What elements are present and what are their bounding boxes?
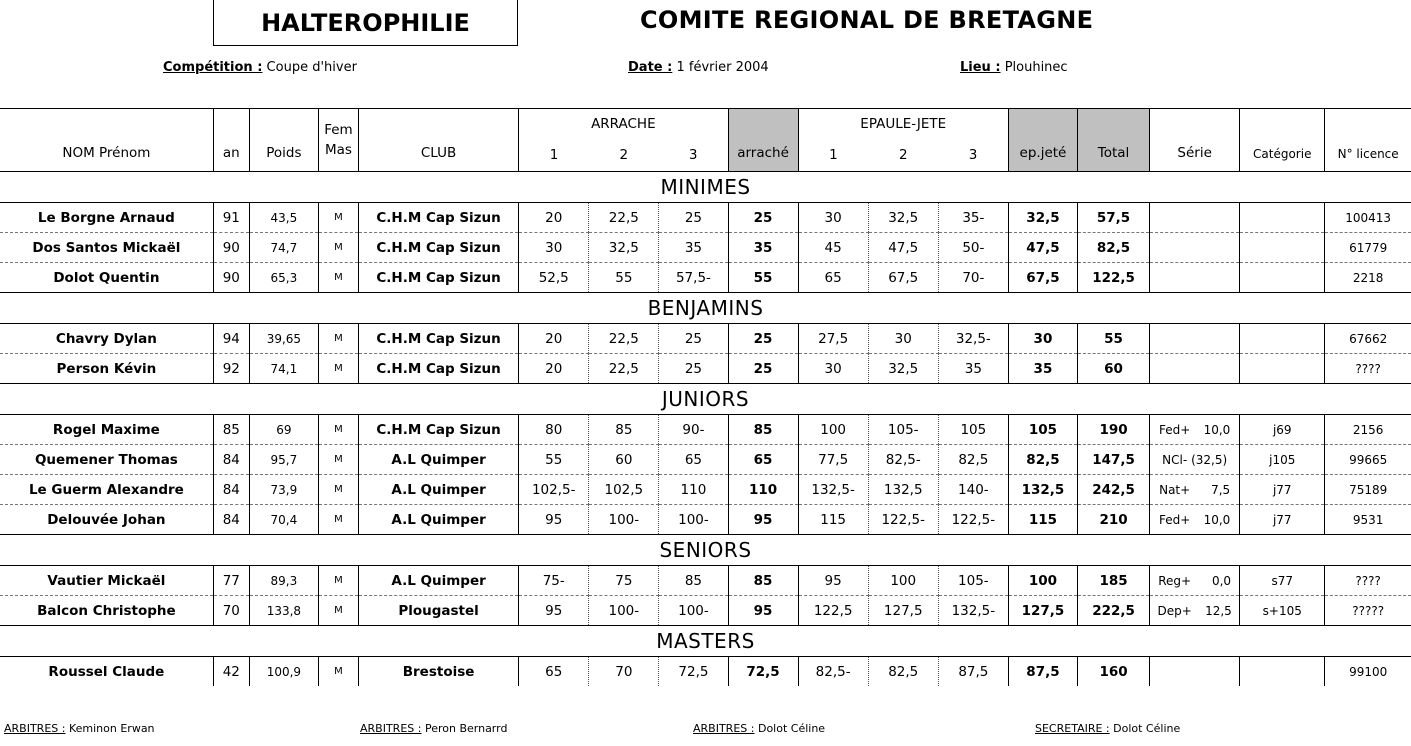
cell-ab: 72,5	[728, 657, 798, 687]
cell-club: A.L Quimper	[358, 475, 518, 505]
cell-name: Person Kévin	[0, 354, 213, 384]
cell-sex: M	[318, 263, 358, 293]
athlete-row	[0, 354, 1411, 384]
cell-lic: 99100	[1349, 664, 1388, 679]
cell-cat: j77	[1240, 475, 1325, 505]
cell-e3: 140-	[938, 475, 1008, 505]
cell-e3: 82,5	[938, 445, 1008, 475]
cell-ab: 85	[728, 415, 798, 445]
cell-club: Plougastel	[358, 596, 518, 626]
cell-serie	[1150, 233, 1240, 263]
competition-value: Coupe d'hiver	[266, 60, 357, 75]
athlete-row	[0, 475, 1411, 505]
cell-e2: 82,5-	[868, 445, 938, 475]
cell-a2: 100-	[589, 596, 659, 626]
cell-e2: 32,5	[868, 203, 938, 233]
cell-lic: 61779	[1325, 233, 1411, 263]
cell-e2: 100	[868, 566, 938, 596]
cell-serie	[1150, 263, 1240, 293]
col-epaule: EPAULE-JETE	[798, 109, 1008, 139]
cell-cat	[1240, 233, 1325, 263]
cell-an: 84	[213, 445, 249, 475]
cell-eb: 67,5	[1008, 263, 1077, 293]
cell-eb: 100	[1008, 566, 1077, 596]
category-title: JUNIORS	[0, 384, 1411, 415]
cell-e3: 105-	[938, 566, 1008, 596]
cell-club: A.L Quimper	[358, 566, 518, 596]
cell-e3: 122,5-	[938, 505, 1008, 535]
footer-official	[4, 722, 155, 735]
cell-name: Dos Santos Mickaël	[0, 233, 213, 263]
cell-an: 77	[213, 566, 249, 596]
cell-a3: 100-	[659, 505, 728, 535]
category-title: BENJAMINS	[0, 293, 1411, 324]
cell-eb: 115	[1008, 505, 1077, 535]
cell-a3: 57,5-	[659, 263, 728, 293]
cell-total: 55	[1078, 324, 1150, 354]
cell-serie	[1150, 596, 1240, 626]
cell-a1: 55	[519, 445, 589, 475]
col-name: NOM Prénom	[0, 109, 213, 172]
cell-an: 91	[213, 203, 249, 233]
footer-value: Dolot Céline	[1113, 722, 1181, 735]
cell-name: Balcon Christophe	[0, 596, 213, 626]
cell-e2: 105-	[868, 415, 938, 445]
competition-label: Compétition :	[163, 60, 263, 75]
cell-club: C.H.M Cap Sizun	[358, 415, 518, 445]
cell-a2: 22,5	[589, 354, 659, 384]
cell-a2: 102,5	[589, 475, 659, 505]
lieu-value: Plouhinec	[1004, 60, 1068, 75]
cell-eb: 82,5	[1008, 445, 1077, 475]
cell-e3: 105	[938, 415, 1008, 445]
athlete-row	[0, 657, 1411, 687]
cell-club: C.H.M Cap Sizun	[358, 263, 518, 293]
footer-value: Dolot Céline	[757, 722, 826, 735]
cell-e1: 132,5-	[798, 475, 868, 505]
cell-sex: M	[318, 505, 358, 535]
cell-ab: 35	[728, 233, 798, 263]
cell-eb: 30	[1008, 324, 1077, 354]
cell-club: Brestoise	[358, 657, 518, 687]
cell-a1: 102,5-	[519, 475, 589, 505]
lieu-info	[960, 60, 1068, 75]
cell-e1: 82,5-	[798, 657, 868, 687]
cell-a2: 100-	[589, 505, 659, 535]
cell-poids: 43,5	[249, 203, 318, 233]
cell-club: C.H.M Cap Sizun	[358, 324, 518, 354]
serie-value: 10,0	[1203, 512, 1231, 527]
athlete-row	[0, 263, 1411, 293]
cell-a1: 80	[519, 415, 589, 445]
cell-a2: 75	[589, 566, 659, 596]
cell-an: 42	[213, 657, 249, 687]
cell-lic: 99665	[1325, 445, 1411, 475]
col-categorie: Catégorie	[1240, 109, 1325, 172]
cell-serie	[1150, 505, 1240, 535]
cell-poids: 89,3	[249, 566, 318, 596]
cell-name: Chavry Dylan	[0, 324, 213, 354]
cell-lic: ????	[1325, 566, 1411, 596]
cell-eb: 35	[1008, 354, 1077, 384]
cell-total: 122,5	[1078, 263, 1150, 293]
cell-e1: 77,5	[798, 445, 868, 475]
cell-lic: 2218	[1352, 270, 1384, 285]
footer-label: ARBITRES :	[4, 722, 66, 735]
cell-e2: 30	[868, 324, 938, 354]
cell-a3: 25	[659, 203, 728, 233]
footer-official	[693, 722, 825, 735]
col-a2: 2	[619, 146, 629, 163]
cell-cat: s+105	[1240, 596, 1325, 626]
cell-e2: 132,5	[868, 475, 938, 505]
cell-poids: 70,4	[249, 505, 318, 535]
cell-cat: j105	[1240, 445, 1325, 475]
col-club: CLUB	[358, 109, 518, 172]
cell-sex: M	[318, 596, 358, 626]
serie-value: 0,0	[1211, 573, 1232, 588]
serie-value: 12,5	[1205, 603, 1232, 618]
cell-a1: 75-	[519, 566, 589, 596]
cell-sex: M	[318, 475, 358, 505]
cell-e1: 115	[798, 505, 868, 535]
serie-level: NCl-	[1162, 452, 1188, 467]
cell-e3: 32,5-	[938, 324, 1008, 354]
cell-serie	[1150, 354, 1240, 384]
cell-name: Le Borgne Arnaud	[0, 203, 213, 233]
serie-value: 10,0	[1203, 422, 1231, 437]
cell-poids: 73,9	[249, 475, 318, 505]
cell-a3: 35	[659, 233, 728, 263]
cell-ab: 95	[728, 596, 798, 626]
cell-sex: M	[318, 233, 358, 263]
cell-ab: 65	[728, 445, 798, 475]
cell-name: Rogel Maxime	[0, 415, 213, 445]
col-a3: 3	[659, 138, 728, 172]
cell-a2: 55	[589, 263, 659, 293]
cell-e3: 35-	[938, 203, 1008, 233]
cell-a2: 85	[589, 415, 659, 445]
serie-value: 7,5	[1211, 482, 1231, 497]
footer-value: Keminon Erwan	[68, 722, 155, 735]
cell-a2: 22,5	[589, 203, 659, 233]
athlete-row	[0, 324, 1411, 354]
cell-total: 222,5	[1078, 596, 1150, 626]
cell-serie	[1150, 475, 1240, 505]
cell-ab: 25	[728, 203, 798, 233]
cell-e1: 30	[798, 203, 868, 233]
athlete-row	[0, 415, 1411, 445]
cell-ab: 55	[728, 263, 798, 293]
title-left: HALTEROPHILIE	[261, 8, 470, 37]
category-row	[0, 384, 1411, 415]
cell-poids: 39,65	[249, 324, 318, 354]
cell-a3: 25	[659, 324, 728, 354]
cell-ab: 110	[728, 475, 798, 505]
footer-label: ARBITRES :	[693, 722, 755, 735]
cell-total: 60	[1078, 354, 1150, 384]
cell-poids: 95,7	[249, 445, 318, 475]
cell-sex: M	[318, 324, 358, 354]
cell-club: A.L Quimper	[358, 505, 518, 535]
cell-sex: M	[318, 657, 358, 687]
cell-name: Le Guerm Alexandre	[0, 475, 213, 505]
cell-a1: 65	[519, 657, 589, 687]
title-right: COMITE REGIONAL DE BRETAGNE	[640, 6, 1094, 34]
cell-e3: 87,5	[938, 657, 1008, 687]
cell-a3: 85	[659, 566, 728, 596]
cell-e2: 67,5	[868, 263, 938, 293]
cell-a1: 95	[519, 505, 589, 535]
col-poids: Poids	[249, 109, 318, 172]
category-title: MASTERS	[0, 626, 1411, 657]
cell-an: 70	[213, 596, 249, 626]
cell-serie	[1150, 657, 1240, 687]
cell-name: Vautier Mickaël	[0, 566, 213, 596]
category-title: MINIMES	[0, 172, 1411, 203]
cell-poids: 69	[249, 415, 318, 445]
cell-total: 185	[1078, 566, 1150, 596]
cell-sex: M	[318, 566, 358, 596]
cell-ab: 25	[728, 324, 798, 354]
cell-eb: 47,5	[1008, 233, 1077, 263]
athlete-row	[0, 596, 1411, 626]
serie-value: (32,5)	[1191, 452, 1228, 467]
cell-a3: 72,5	[659, 657, 728, 687]
col-a1: 1	[549, 146, 559, 163]
cell-a1: 95	[519, 596, 589, 626]
cell-serie	[1150, 445, 1240, 475]
category-row	[0, 293, 1411, 324]
cell-cat: j69	[1240, 415, 1325, 445]
cell-serie	[1150, 203, 1240, 233]
col-licence: N° licence	[1325, 109, 1411, 172]
cell-lic: ????	[1355, 361, 1381, 376]
col-e2: 2	[898, 146, 908, 163]
cell-lic: 100413	[1325, 203, 1411, 233]
col-mas: Mas	[318, 138, 358, 172]
cell-total: 57,5	[1078, 203, 1150, 233]
cell-a3: 65	[659, 445, 728, 475]
cell-name: Dolot Quentin	[0, 263, 213, 293]
cell-a1: 52,5	[519, 263, 589, 293]
cell-a3: 100-	[659, 596, 728, 626]
cell-e3: 50-	[938, 233, 1008, 263]
cell-cat: s77	[1240, 566, 1325, 596]
cell-serie	[1150, 566, 1240, 596]
cell-eb: 87,5	[1008, 657, 1077, 687]
cell-eb: 132,5	[1008, 475, 1077, 505]
cell-cat	[1240, 657, 1325, 687]
cell-club: A.L Quimper	[358, 445, 518, 475]
cell-poids: 65,3	[249, 263, 318, 293]
athlete-row	[0, 505, 1411, 535]
competition-info	[163, 60, 357, 75]
footer-official	[1035, 722, 1180, 735]
date-value: 1 février 2004	[676, 60, 769, 75]
cell-a2: 32,5	[589, 233, 659, 263]
athlete-row	[0, 566, 1411, 596]
cell-an: 85	[213, 415, 249, 445]
footer-value: Peron Bernarrd	[424, 722, 508, 735]
cell-sex: M	[318, 445, 358, 475]
title-left-box	[213, 0, 518, 46]
cell-total: 210	[1078, 505, 1150, 535]
cell-cat	[1240, 354, 1325, 384]
cell-cat	[1240, 263, 1325, 293]
serie-level: Reg+	[1158, 573, 1192, 588]
date-label: Date :	[628, 60, 673, 75]
col-arrache-best: arraché	[728, 109, 798, 172]
cell-cat: j77	[1240, 505, 1325, 535]
cell-e2: 127,5	[868, 596, 938, 626]
cell-eb: 127,5	[1008, 596, 1077, 626]
cell-total: 242,5	[1078, 475, 1150, 505]
col-e3: 3	[938, 138, 1008, 172]
cell-e2: 47,5	[868, 233, 938, 263]
footer-label: ARBITRES :	[360, 722, 422, 735]
lieu-label: Lieu :	[960, 60, 1001, 75]
cell-e3: 70-	[938, 263, 1008, 293]
cell-poids: 74,1	[249, 354, 318, 384]
cell-a1: 20	[519, 324, 589, 354]
col-e1: 1	[829, 146, 838, 163]
col-fem: Fem	[318, 109, 358, 139]
cell-eb: 32,5	[1008, 203, 1077, 233]
cell-name: Roussel Claude	[0, 657, 213, 687]
cell-a2: 70	[589, 657, 659, 687]
cell-an: 84	[213, 505, 249, 535]
cell-a2: 22,5	[589, 324, 659, 354]
cell-ab: 85	[728, 566, 798, 596]
cell-cat	[1240, 324, 1325, 354]
cell-an: 90	[213, 233, 249, 263]
athlete-row	[0, 233, 1411, 263]
serie-level: Dep+	[1157, 603, 1192, 618]
cell-total: 160	[1078, 657, 1150, 687]
cell-e2: 82,5	[868, 657, 938, 687]
cell-serie	[1150, 324, 1240, 354]
cell-e1: 45	[798, 233, 868, 263]
cell-poids: 133,8	[249, 596, 318, 626]
cell-club: C.H.M Cap Sizun	[358, 203, 518, 233]
cell-a3: 110	[659, 475, 728, 505]
date-info	[628, 60, 769, 75]
cell-total: 82,5	[1078, 233, 1150, 263]
cell-e3: 35	[938, 354, 1008, 384]
cell-club: C.H.M Cap Sizun	[358, 233, 518, 263]
cell-poids: 100,9	[249, 657, 318, 687]
cell-e1: 100	[798, 415, 868, 445]
cell-e1: 27,5	[798, 324, 868, 354]
col-serie: Série	[1150, 109, 1240, 172]
cell-sex: M	[318, 354, 358, 384]
cell-club: C.H.M Cap Sizun	[358, 354, 518, 384]
cell-cat	[1240, 203, 1325, 233]
cell-e1: 30	[798, 354, 868, 384]
footer-official	[360, 722, 507, 735]
cell-an: 90	[213, 263, 249, 293]
cell-lic: ?????	[1352, 603, 1385, 618]
cell-name: Quemener Thomas	[0, 445, 213, 475]
cell-e1: 95	[798, 566, 868, 596]
cell-e1: 65	[798, 263, 868, 293]
cell-an: 94	[213, 324, 249, 354]
cell-a3: 90-	[659, 415, 728, 445]
cell-poids: 74,7	[249, 233, 318, 263]
cell-e2: 122,5-	[868, 505, 938, 535]
cell-e2: 32,5	[868, 354, 938, 384]
col-ej-best: ep.jeté	[1008, 109, 1077, 172]
cell-total: 190	[1078, 415, 1150, 445]
category-row	[0, 535, 1411, 566]
cell-serie	[1150, 415, 1240, 445]
cell-a1: 20	[519, 354, 589, 384]
category-title: SENIORS	[0, 535, 1411, 566]
cell-sex: M	[318, 415, 358, 445]
cell-lic: 75189	[1325, 475, 1411, 505]
cell-total: 147,5	[1078, 445, 1150, 475]
cell-an: 92	[213, 354, 249, 384]
cell-lic: 9531	[1352, 512, 1384, 527]
category-row	[0, 172, 1411, 203]
cell-a1: 20	[519, 203, 589, 233]
col-arrache: ARRACHE	[519, 109, 728, 139]
cell-a2: 60	[589, 445, 659, 475]
cell-lic: 67662	[1325, 324, 1411, 354]
cell-ab: 25	[728, 354, 798, 384]
cell-a1: 30	[519, 233, 589, 263]
cell-an: 84	[213, 475, 249, 505]
cell-lic: 2156	[1325, 415, 1411, 445]
cell-ab: 95	[728, 505, 798, 535]
cell-e3: 132,5-	[938, 596, 1008, 626]
col-an: an	[213, 109, 249, 172]
footer-label: SECRETAIRE :	[1035, 722, 1110, 735]
header-row-1	[0, 109, 1411, 139]
serie-level: Nat+	[1159, 482, 1191, 497]
results-table	[0, 108, 1411, 686]
category-row	[0, 626, 1411, 657]
cell-name: Delouvée Johan	[0, 505, 213, 535]
cell-eb: 105	[1008, 415, 1077, 445]
cell-a3: 25	[659, 354, 728, 384]
athlete-row	[0, 445, 1411, 475]
cell-e1: 122,5	[798, 596, 868, 626]
athlete-row	[0, 203, 1411, 233]
serie-level: Fed+	[1158, 422, 1191, 437]
cell-sex: M	[318, 203, 358, 233]
serie-level: Fed+	[1158, 512, 1191, 527]
col-total: Total	[1078, 109, 1150, 172]
